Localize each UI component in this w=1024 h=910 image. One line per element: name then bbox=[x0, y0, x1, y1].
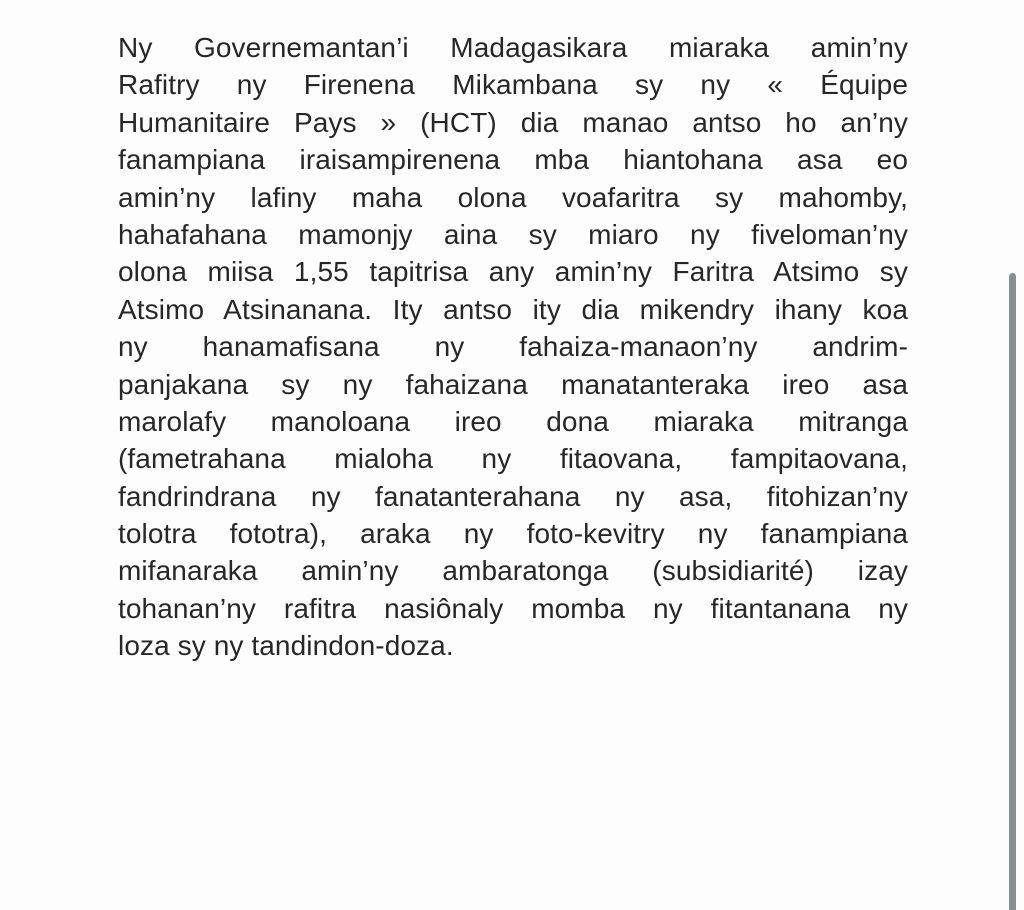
paragraph bbox=[118, 29, 908, 665]
paragraph-line: tolotra fototra), araka ny foto-kevitry ny fanampiana bbox=[118, 518, 908, 550]
paragraph-line: Humanitaire Pays » (HCT) dia manao antso ho an’ny bbox=[118, 106, 908, 138]
paragraph-line: Ny Governemantan’i Madagasikara miaraka amin’ny bbox=[118, 32, 908, 63]
paragraph-line-last: loza sy ny tandindon-doza. bbox=[118, 630, 454, 662]
paragraph-line: Atsimo Atsinanana. Ity antso ity dia mikendry ihany koa bbox=[118, 293, 908, 325]
paragraph-line: panjakana sy ny fahaizana manatanteraka ireo asa bbox=[118, 368, 908, 400]
paragraph-line: amin’ny lafiny maha olona voafaritra sy mahomby, bbox=[118, 181, 908, 213]
paragraph-line: hahafahana mamonjy aina sy miaro ny fiveloman’ny bbox=[118, 218, 908, 250]
paragraph-line: olona miisa 1,55 tapitrisa any amin’ny Faritra Atsimo sy bbox=[118, 256, 908, 288]
paragraph-line: ny hanamafisana ny fahaiza-manaon’ny andrim- bbox=[118, 331, 908, 363]
scrollbar-thumb[interactable] bbox=[1009, 273, 1016, 910]
paragraph-line: mifanaraka amin’ny ambaratonga (subsidiarité) izay bbox=[118, 555, 908, 587]
paragraph-line: Rafitry ny Firenena Mikambana sy ny « Équipe bbox=[118, 69, 908, 101]
paragraph-line: fandrindrana ny fanatanterahana ny asa, fitohizan’ny bbox=[118, 480, 908, 512]
paragraph-line: (fametrahana mialoha ny fitaovana, fampitaovana, bbox=[118, 443, 908, 475]
paragraph-line: tohanan’ny rafitra nasiônaly momba ny fitantanana ny bbox=[118, 592, 908, 624]
paragraph-line: fanampiana iraisampirenena mba hiantohana asa eo bbox=[118, 144, 908, 176]
paragraph-line: marolafy manoloana ireo dona miaraka mitranga bbox=[118, 405, 908, 437]
